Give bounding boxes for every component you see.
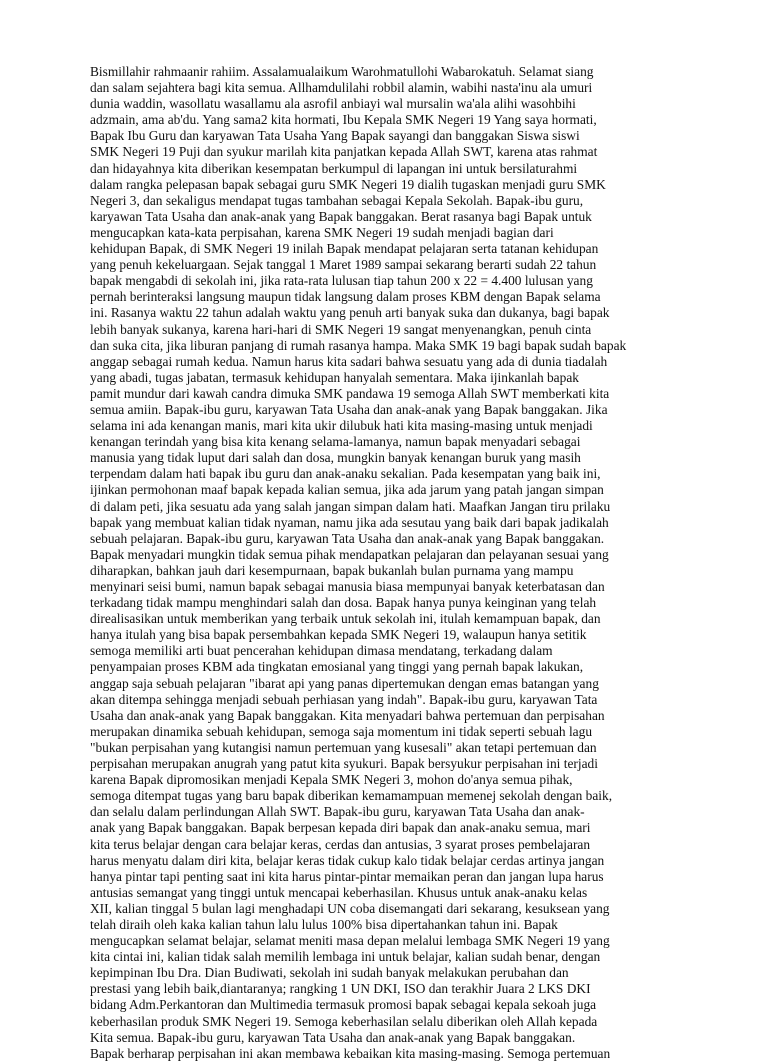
text-line: menyinari seisi bumi, namun bapak sebagai manusia biasa mempunyai banyak keterbatasan dan: [90, 579, 605, 594]
text-line: semoga ditempat tugas yang baru bapak diberikan kemamampuan memenej sekolah dengan baik,: [90, 788, 613, 804]
text-line: dan hidayahnya kita diberikan kesempatan berkumpul di lapangan ini untuk bersilaturahmi: [90, 160, 578, 176]
text-line: diharapkan, bahkan jauh dari kesempurnaan, bapak bukanlah bulan purnama yang mampu: [90, 562, 574, 578]
document-page: [90, 64, 682, 1061]
text-line: telah diraih oleh kaka kalian tahun lalu lulus 100% bisa dipertahankan tahun ini. Bapak: [90, 916, 558, 932]
text-line: bapak yang membuat kalian tidak nyaman, namu jika ada sesutau yang baik dari bapak jadikalah: [90, 514, 609, 530]
text-line: Bapak berharap perpisahan ini akan membawa kebaikan kita masing-masing. Semoga pertemuan: [90, 1045, 611, 1061]
text-line: Bapak menyadari mungkin tidak semua pihak mendapatkan pelajaran dan pelayanan sesuai yang: [90, 546, 609, 562]
text-line: terpendam dalam hati bapak ibu guru dan anak-anaku sekalian. Pada kesempatan yang baik ini,: [90, 466, 601, 482]
text-line: kita terus belajar dengan cara belajar keras, cerdas dan antusias, 3 syarat proses pembelajaran: [90, 836, 591, 852]
text-line: hanya pintar tapi penting saat ini kita harus pintar-pintar memaikan peran dan jangan lupa harus: [90, 868, 604, 884]
text-line: bidang Adm.Perkantoran dan Multimedia termasuk promosi bapak sebagai kepala sekoah juga: [90, 997, 597, 1013]
text-line: selama ini ada kenangan manis, mari kita ukir dilubuk hati kita masing-masing untuk menjadi: [90, 418, 593, 434]
text-line: bapak mengabdi di sekolah ini, jika rata-rata lulusan tiap tahun 200 x 22 = 4.400 lulusan yang: [90, 273, 593, 289]
text-line: semoga memiliki arti buat pencerahan kehidupan dimasa mendatang, terkadang dalam: [90, 643, 553, 659]
text-line: ini. Rasanya waktu 22 tahun adalah waktu yang penuh arti banyak suka dan dukanya, bagi bapak: [90, 305, 610, 321]
text-line: yang penuh kekeluargaan. Sejak tanggal 1 Maret 1989 sampai sekarang berarti sudah 22 tahun: [90, 257, 597, 273]
text-line: antusias semangat yang tinggi untuk mencapai keberhasilan. Khusus untuk anak-anaku kelas: [90, 884, 588, 900]
text-line: anggap saja sebuah pelajaran "ibarat api yang panas dipertemukan dengan emas batangan yang: [90, 675, 599, 691]
text-line: kenangan terindah yang bisa kita kenang selama-lamanya, namun bapak menyadari sebagai: [90, 434, 581, 450]
text-line: merupakan dinamika sebuah kehidupan, semoga saja momentum ini tidak seperti sebuah lagu: [90, 723, 593, 739]
text-line: dan suka cita, jika liburan panjang di rumah rasanya hampa. Maka SMK 19 bagi bapak sudah bapak: [90, 337, 627, 353]
text-line: karyawan Tata Usaha dan anak-anak yang Bapak banggakan. Berat rasanya bagi Bapak untuk: [90, 208, 592, 224]
text-line: kepimpinan Ibu Dra. Dian Budiwati, sekolah ini sudah banyak melakukan perubahan dan: [90, 965, 569, 981]
text-line: Kita semua. Bapak-ibu guru, karyawan Tata Usaha dan anak-anak yang Bapak banggakan.: [90, 1029, 576, 1045]
text-line: yang abadi, tugas jabatan, termasuk kehidupan hanyalah sementara. Maka ijinkanlah bapak: [90, 369, 579, 385]
document-body-text: [90, 64, 682, 1062]
text-line: harus menyatu dalam diri kita, belajar keras tidak cukup kalo tidak belajar cerdas artinya jangan: [90, 852, 605, 868]
text-line: kita cintai ini, kalian tidak salah memilih lembaga ini untuk belajar, kalian sudah benar, dengan: [90, 949, 601, 965]
text-line: prestasi yang lebih baik,diantaranya; rangking 1 UN DKI, ISO dan terakhir Juara 2 LKS DKI: [90, 981, 591, 997]
text-line: di dalam peti, jika sesuatu ada yang salah jangan simpan dalam hati. Maafkan Jangan tiru prilaku: [90, 498, 611, 514]
text-line: Usaha dan anak-anak yang Bapak banggakan. Kita menyadari bahwa pertemuan dan perpisahan: [90, 707, 605, 723]
text-line: perpisahan merupakan anugrah yang patut kita syukuri. Bapak bersyukur perpisahan ini terjadi: [90, 756, 598, 772]
text-line: pernah berinteraksi langsung maupun tidak langsung dalam proses KBM dengan Bapak selama: [90, 289, 601, 305]
text-line: keberhasilan produk SMK Negeri 19. Semoga keberhasilan selalu diberikan oleh Allah kepada: [90, 1013, 598, 1029]
text-line: lebih banyak sukanya, karena hari-hari di SMK Negeri 19 sangat menyenangkan, penuh cinta: [90, 321, 592, 337]
text-line: direalisasikan untuk memberikan yang terbaik untuk sekolah ini, itulah kemampuan bapak, dan: [90, 611, 601, 627]
text-line: pamit mundur dari kawah candra dimuka SMK pandawa 19 semoga Allah SWT memberkati kita: [90, 385, 610, 401]
text-line: Bapak Ibu Guru dan karyawan Tata Usaha Yang Bapak sayangi dan banggakan Siswa siswi: [90, 128, 580, 144]
text-line: ijinkan permohonan maaf bapak kepada kalian semua, jika ada jarum yang patah jangan simpan: [90, 482, 604, 498]
text-line: sebuah pelajaran. Bapak-ibu guru, karyawan Tata Usaha dan anak-anak yang Bapak banggakan.: [90, 530, 605, 546]
text-line: dunia waddin, wasollatu wasallamu ala asrofil anbiayi wal mursalin wa'ala alihi wasohbihi: [90, 96, 576, 112]
text-line: XII, kalian tinggal 5 bulan lagi menghadapi UN coba disemangati dari sekarang, kesuksean yang: [90, 900, 610, 916]
text-line: mengucapkan selamat belajar, selamat meniti masa depan melalui lembaga SMK Negeri 19 yang: [90, 933, 610, 949]
text-line: kehidupan Bapak, di SMK Negeri 19 inilah Bapak mendapat pelajaran serta tatanan kehidupan: [90, 241, 599, 257]
text-line: akan ditempa sehingga menjadi sebuah perhiasan yang indah". Bapak-ibu guru, karyawan Tata: [90, 691, 598, 707]
text-line: mengucapkan kata-kata perpisahan, karena SMK Negeri 19 sudah menjadi bagian dari: [90, 224, 554, 240]
text-line: dan salam sejahtera bagi kita semua. Allhamdulilahi robbil alamin, wabihi nasta'inu ala umuri: [90, 80, 593, 96]
text-line: terkadang tidak mampu menghindari salah dan dosa. Bapak hanya punya keinginan yang telah: [90, 595, 597, 611]
text-line: anak yang Bapak banggakan. Bapak berpesan kepada diri bapak dan anak-anaku semua, mari: [90, 820, 591, 836]
text-line: semua amiin. Bapak-ibu guru, karyawan Tata Usaha dan anak-anak yang Bapak banggakan. Jika: [90, 401, 608, 417]
text-line: SMK Negeri 19 Puji dan syukur marilah kita panjatkan kepada Allah SWT, karena atas rahmat: [90, 144, 598, 160]
text-line: hanya itulah yang bisa bapak persembahkan kepada SMK Negeri 19, walaupun hanya setitik: [90, 627, 587, 643]
text-line: dalam rangka pelepasan bapak sebagai guru SMK Negeri 19 dialih tugaskan menjadi guru SMK: [90, 176, 606, 192]
text-line: karena Bapak dipromosikan menjadi Kepala SMK Negeri 3, mohon do'anya semua pihak,: [90, 772, 573, 788]
text-line: penyampaian proses KBM ada tingkatan emosianal yang tinggi yang pernah bapak lakukan,: [90, 659, 584, 675]
text-line: adzmain, ama ab'du. Yang sama2 kita hormati, Ibu Kepala SMK Negeri 19 Yang saya hormati,: [90, 112, 597, 128]
text-line: Bismillahir rahmaanir rahiim. Assalamualaikum Warohmatullohi Wabarokatuh. Selamat siang: [90, 64, 594, 79]
text-line: Negeri 3, dan sekaligus mendapat tugas tambahan sebagai Kepala Sekolah. Bapak-ibu guru,: [90, 192, 584, 208]
text-line: anggap sebagai rumah kedua. Namun harus kita sadari bahwa sesuatu yang ada di dunia tiadalah: [90, 353, 608, 369]
text-line: manusia yang tidak luput dari salah dan dosa, mungkin banyak kenangan buruk yang masih: [90, 450, 581, 466]
text-line: dan selalu dalam perlindungan Allah SWT. Bapak-ibu guru, karyawan Tata Usaha dan anak-: [90, 804, 585, 820]
text-line: "bukan perpisahan yang kutangisi namun pertemuan yang kusesali" akan tetapi pertemuan dan: [90, 739, 597, 755]
